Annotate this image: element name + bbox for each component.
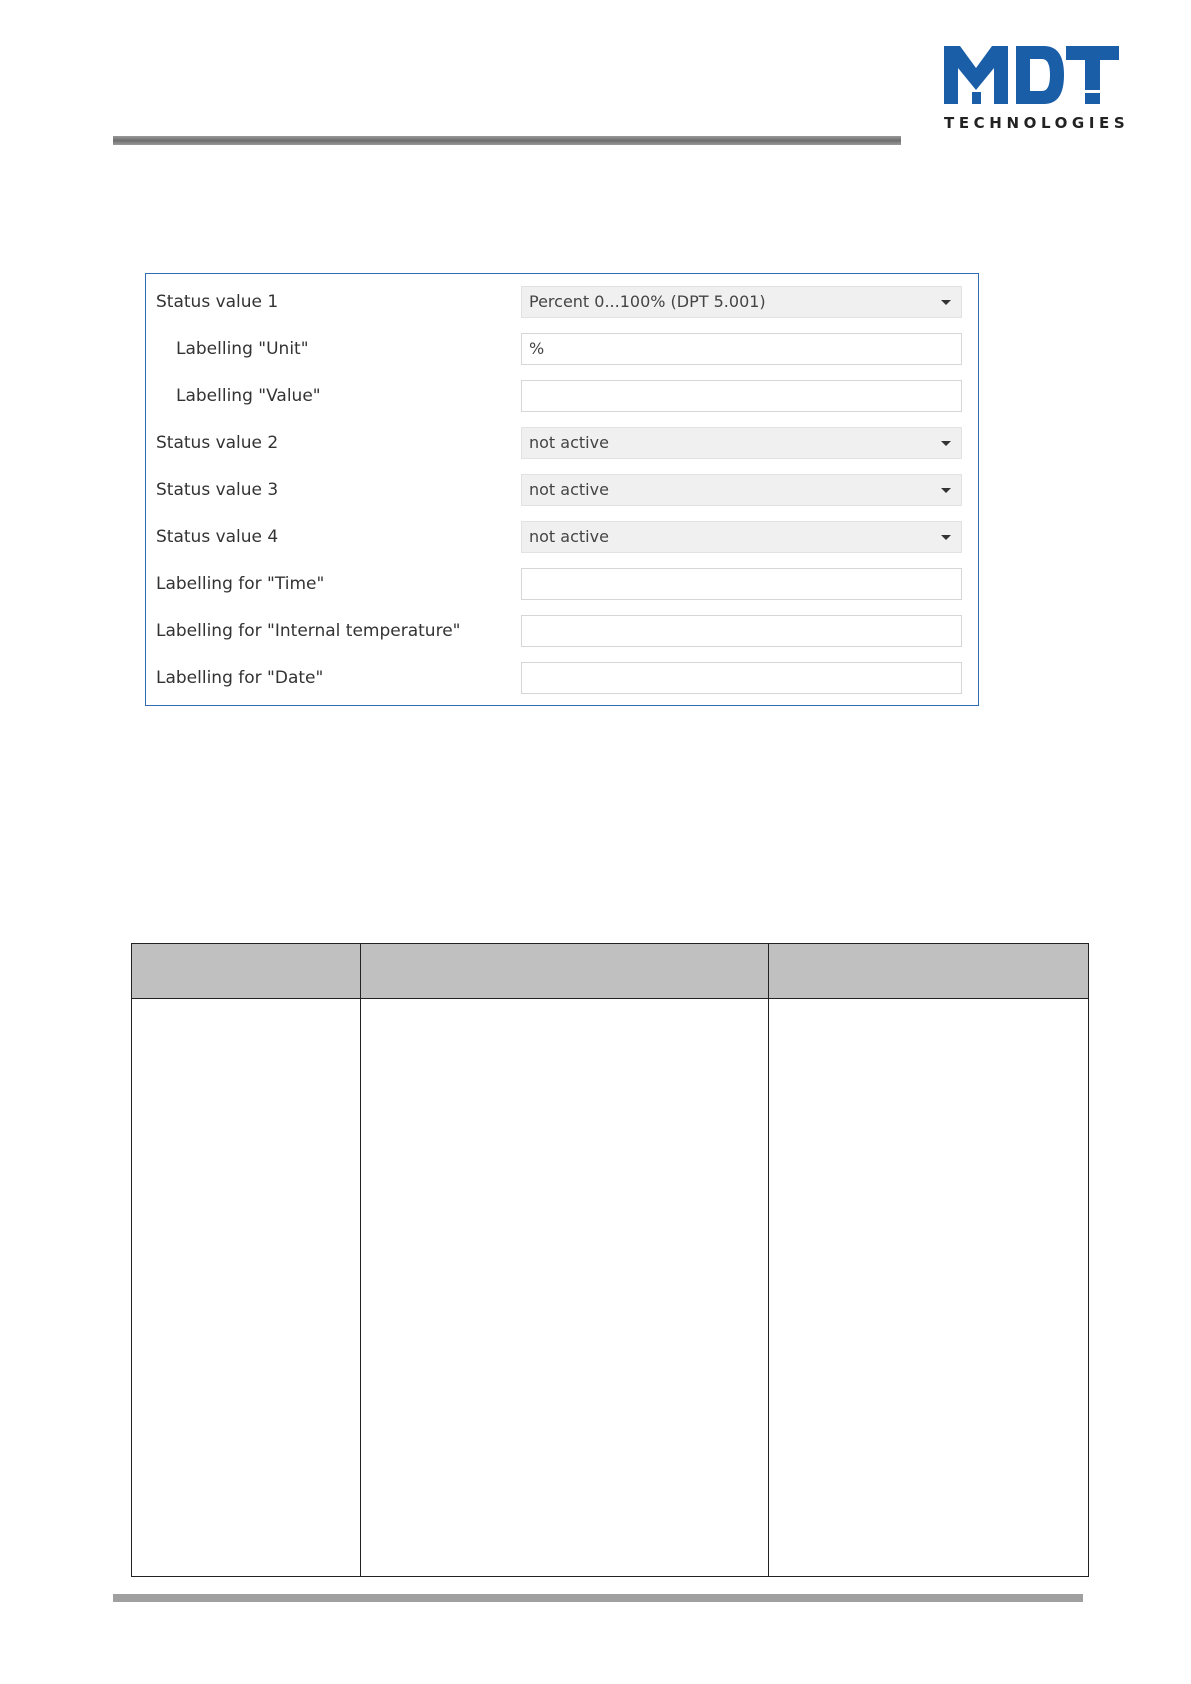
parameter-panel [145, 273, 979, 706]
table-header-cell [361, 944, 769, 999]
param-label: Status value 2 [156, 433, 279, 453]
param-row-labelling-date [146, 660, 978, 696]
labelling-date-input[interactable] [521, 662, 962, 694]
param-label: Labelling for "Time" [156, 574, 325, 594]
chevron-down-icon [941, 488, 951, 493]
chevron-down-icon [941, 535, 951, 540]
param-row-status-value-2 [146, 425, 978, 461]
param-row-labelling-value [146, 378, 978, 414]
param-row-labelling-unit [146, 331, 978, 367]
param-label: Labelling for "Date" [156, 668, 324, 688]
table-cell [769, 999, 1089, 1577]
status-value-1-select[interactable] [521, 286, 962, 318]
chevron-down-icon [941, 441, 951, 446]
param-label: Labelling for "Internal temperature" [156, 621, 461, 641]
logo-subtitle: TECHNOLOGIES [944, 114, 1130, 132]
param-label: Labelling "Unit" [176, 339, 309, 359]
param-label: Labelling "Value" [176, 386, 321, 406]
select-value: not active [529, 433, 609, 452]
labelling-value-input[interactable] [521, 380, 962, 412]
chevron-down-icon [941, 300, 951, 305]
param-label: Status value 3 [156, 480, 279, 500]
table-header-cell [132, 944, 361, 999]
param-row-status-value-4 [146, 519, 978, 555]
param-row-labelling-time [146, 566, 978, 602]
param-row-status-value-3 [146, 472, 978, 508]
description-table [131, 943, 1089, 1577]
param-label: Status value 1 [156, 292, 279, 312]
table-header-row [132, 944, 1089, 999]
select-value: not active [529, 480, 609, 499]
status-value-2-select[interactable] [521, 427, 962, 459]
status-value-3-select[interactable] [521, 474, 962, 506]
labelling-time-input[interactable] [521, 568, 962, 600]
status-value-4-select[interactable] [521, 521, 962, 553]
header-divider [113, 136, 901, 145]
table-row [132, 999, 1089, 1577]
mdt-logo-mark [944, 46, 1119, 108]
table-header-cell [769, 944, 1089, 999]
param-label: Status value 4 [156, 527, 279, 547]
table-cell [132, 999, 361, 1577]
labelling-internal-temperature-input[interactable] [521, 615, 962, 647]
param-row-status-value-1 [146, 284, 978, 320]
table-cell [361, 999, 769, 1577]
footer-divider [113, 1594, 1083, 1602]
select-value: not active [529, 527, 609, 546]
select-value: Percent 0...100% (DPT 5.001) [529, 292, 766, 311]
mdt-logo [944, 46, 1130, 138]
param-row-labelling-internal-temperature [146, 613, 978, 649]
labelling-unit-input[interactable]: % [521, 333, 962, 365]
